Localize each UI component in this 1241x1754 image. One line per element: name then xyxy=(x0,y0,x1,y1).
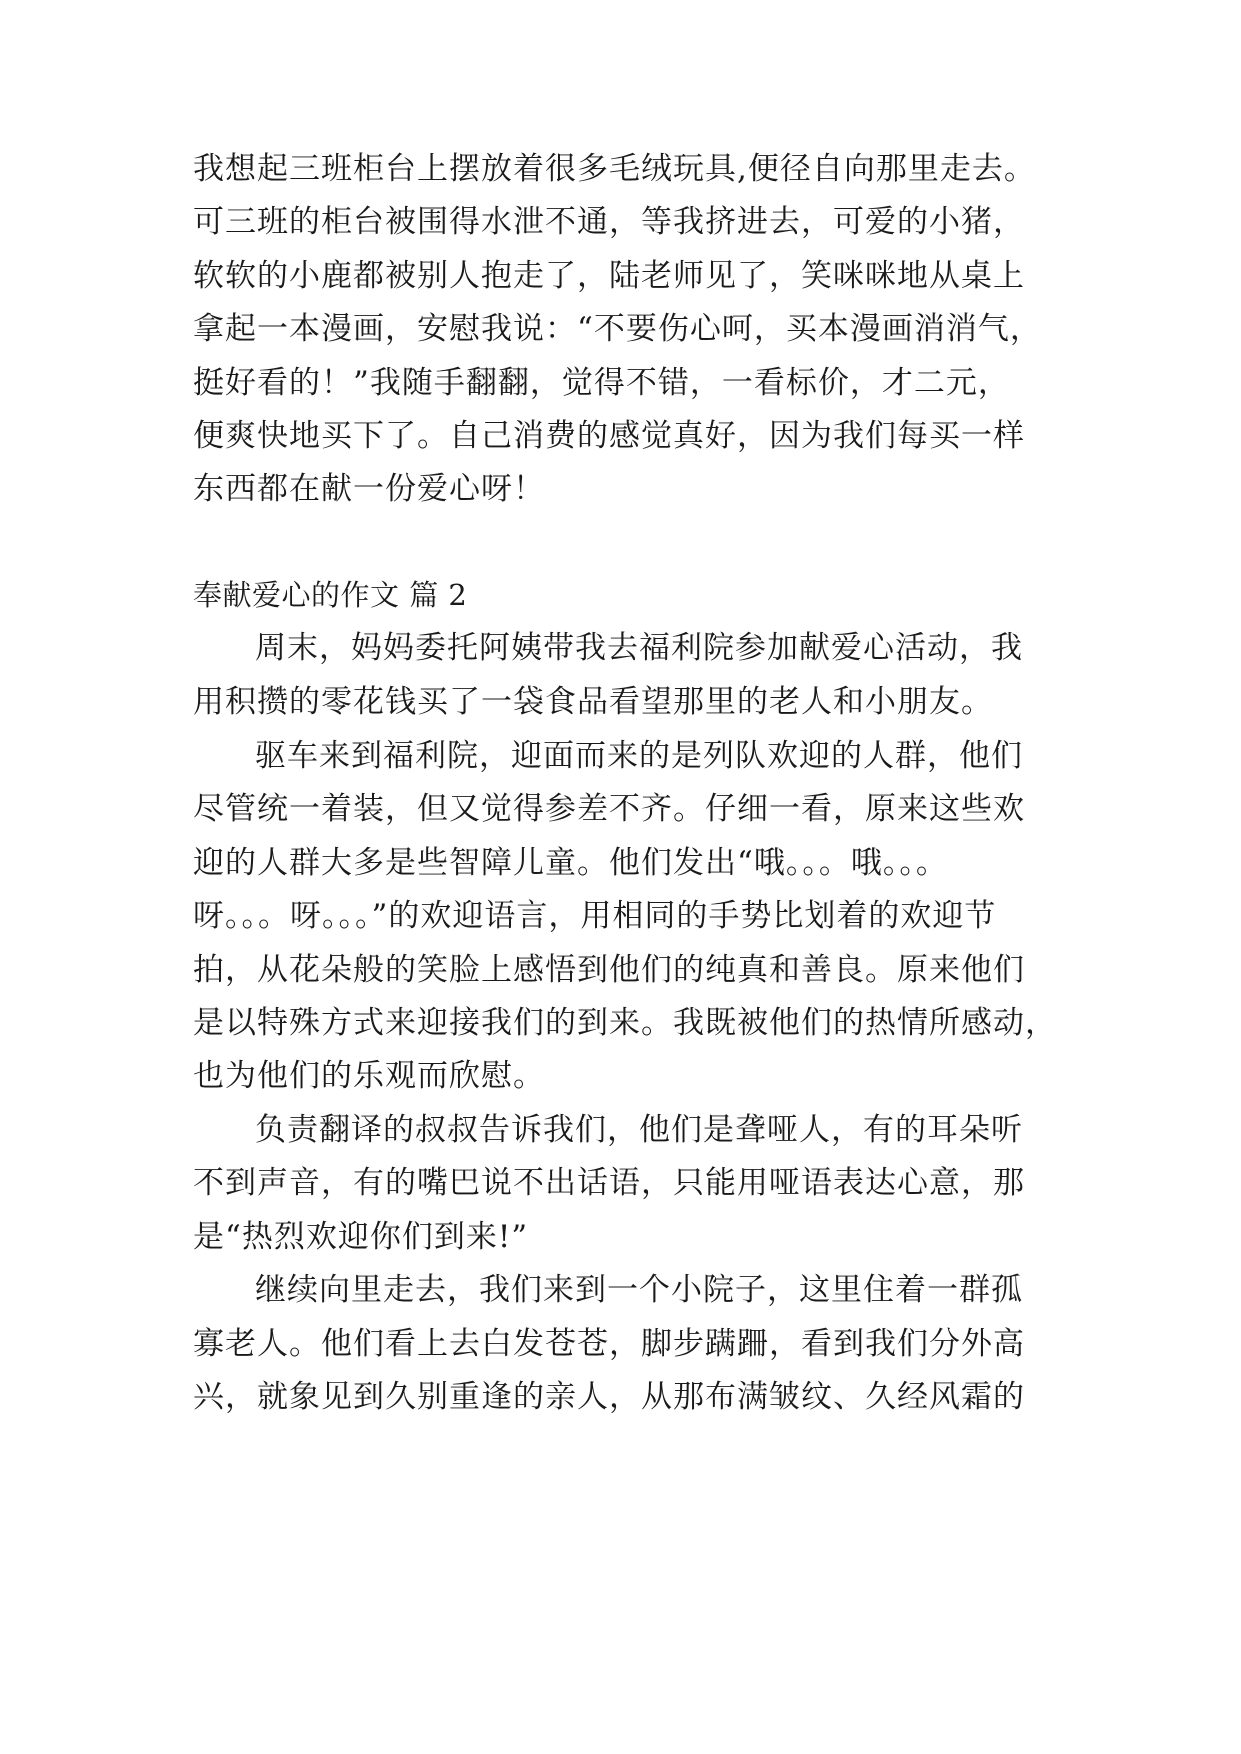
paragraph-line: 也为他们的乐观而欣慰。 xyxy=(193,1058,545,1094)
paragraph-line: 周末，妈妈委托阿姨带我去福利院参加献爱心活动，我 xyxy=(255,630,1023,666)
paragraph-line: 寡老人。他们看上去白发苍苍，脚步蹒跚，看到我们分外高 xyxy=(193,1326,1025,1362)
paragraph-line: 尽管统一着装，但又觉得参差不齐。仔细一看，原来这些欢 xyxy=(193,791,1025,827)
paragraph-line: 呀。。。呀。。。”的欢迎语言，用相同的手势比划着的欢迎节 xyxy=(193,898,997,934)
paragraph-line: 兴，就象见到久别重逢的亲人，从那布满皱纹、久经风霜的 xyxy=(193,1379,1025,1415)
paragraph-line: 迎的人群大多是些智障儿童。他们发出“哦。。。哦。。。 xyxy=(193,845,948,881)
paragraph-line: 不到声音，有的嘴巴说不出话语，只能用哑语表达心意，那 xyxy=(193,1165,1025,1201)
paragraph-line: 是“热烈欢迎你们到来!” xyxy=(193,1219,529,1255)
paragraph-line: 驱车来到福利院，迎面而来的是列队欢迎的人群，他们 xyxy=(255,738,1023,774)
text-line: 软软的小鹿都被别人抱走了，陆老师见了，笑咪咪地从桌上 xyxy=(193,258,1025,294)
text-line: 我想起三班柜台上摆放着很多毛绒玩具,便径自向那里走去。 xyxy=(193,151,1036,187)
text-line: 东西都在献一份爱心呀！ xyxy=(193,471,545,507)
text-line: 便爽快地买下了。自己消费的感觉真好，因为我们每买一样 xyxy=(193,418,1025,454)
paragraph-line: 用积攒的零花钱买了一袋食品看望那里的老人和小朋友。 xyxy=(193,684,993,720)
paragraph-line: 负责翻译的叔叔告诉我们，他们是聋哑人，有的耳朵听 xyxy=(255,1112,1023,1148)
paragraph-line: 继续向里走去，我们来到一个小院子，这里住着一群孤 xyxy=(255,1272,1023,1308)
paragraph-line: 是以特殊方式来迎接我们的到来。我既被他们的热情所感动， xyxy=(193,1005,1057,1041)
text-line: 挺好看的！”我随手翻翻，觉得不错，一看标价，才二元， xyxy=(193,365,1010,401)
paragraph-line: 拍，从花朵般的笑脸上感悟到他们的纯真和善良。原来他们 xyxy=(193,952,1025,988)
section-heading: 奉献爱心的作文 篇 2 xyxy=(193,578,468,612)
text-line: 可三班的柜台被围得水泄不通，等我挤进去，可爱的小猪， xyxy=(193,204,1025,240)
text-line: 拿起一本漫画，安慰我说：“不要伤心呵，买本漫画消消气， xyxy=(193,311,1042,347)
